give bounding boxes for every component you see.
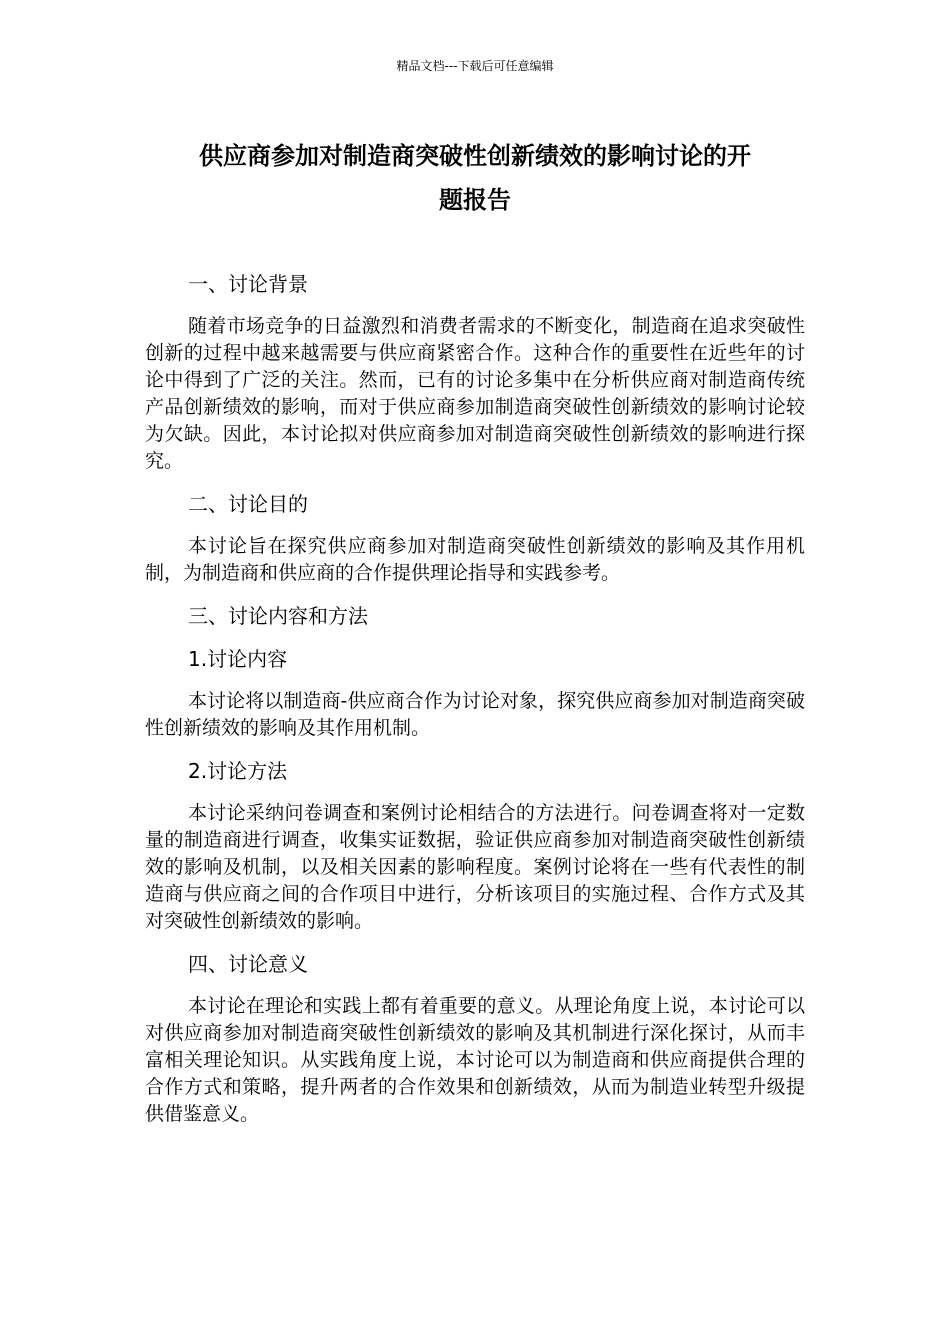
document-title-line-2: 题报告 [439,186,511,214]
document-body [145,270,805,1143]
subheading-content: 1.讨论内容 [188,647,288,671]
subheading-method: 2.讨论方法 [188,759,288,783]
section-heading-purpose: 二、讨论目的 [188,492,308,516]
document-title [140,134,810,222]
paragraph-significance: 本讨论在理论和实践上都有着重要的意义。从理论角度上说，本讨论可以对供应商参加对制造商突破性创新绩效的影响及其机制进行深化探讨，从而丰富相关理论知识。从实践角度上说，本讨论可以为制造商和供应商提供合理的合作方式和策略，提升两者的合作效果和创新绩效，从而为制造业转型升级提供借鉴意义。 [145,995,805,1125]
paragraph-background: 随着市场竞争的日益激烈和消费者需求的不断变化，制造商在追求突破性创新的过程中越来越需要与供应商紧密合作。这种合作的重要性在近些年的讨论中得到了广泛的关注。然而，已有的讨论多集中在分析供应商对制造商传统产品创新绩效的影响，而对于供应商参加制造商突破性创新绩效的影响讨论较为欠缺。因此，本讨论拟对供应商参加对制造商突破性创新绩效的影响进行探究。 [145,315,805,472]
page-header: 精品文档---下载后可任意编辑 [396,59,554,73]
section-heading-content-method: 三、讨论内容和方法 [188,604,368,628]
document-title-line-1: 供应商参加对制造商突破性创新绩效的影响讨论的开 [199,142,751,170]
paragraph-purpose: 本讨论旨在探究供应商参加对制造商突破性创新绩效的影响及其作用机制，为制造商和供应商的合作提供理论指导和实践参考。 [145,535,805,584]
paragraph-method: 本讨论采纳问卷调查和案例讨论相结合的方法进行。问卷调查将对一定数量的制造商进行调查，收集实证数据，验证供应商参加对制造商突破性创新绩效的影响及机制，以及相关因素的影响程度。案例讨论将在一些有代表性的制造商与供应商之间的合作项目中进行，分析该项目的实施过程、合作方式及其对突破性创新绩效的影响。 [145,802,805,932]
section-heading-background: 一、讨论背景 [188,272,308,296]
paragraph-content: 本讨论将以制造商-供应商合作为讨论对象，探究供应商参加对制造商突破性创新绩效的影响及其作用机制。 [145,690,805,739]
section-heading-significance: 四、讨论意义 [188,952,308,976]
